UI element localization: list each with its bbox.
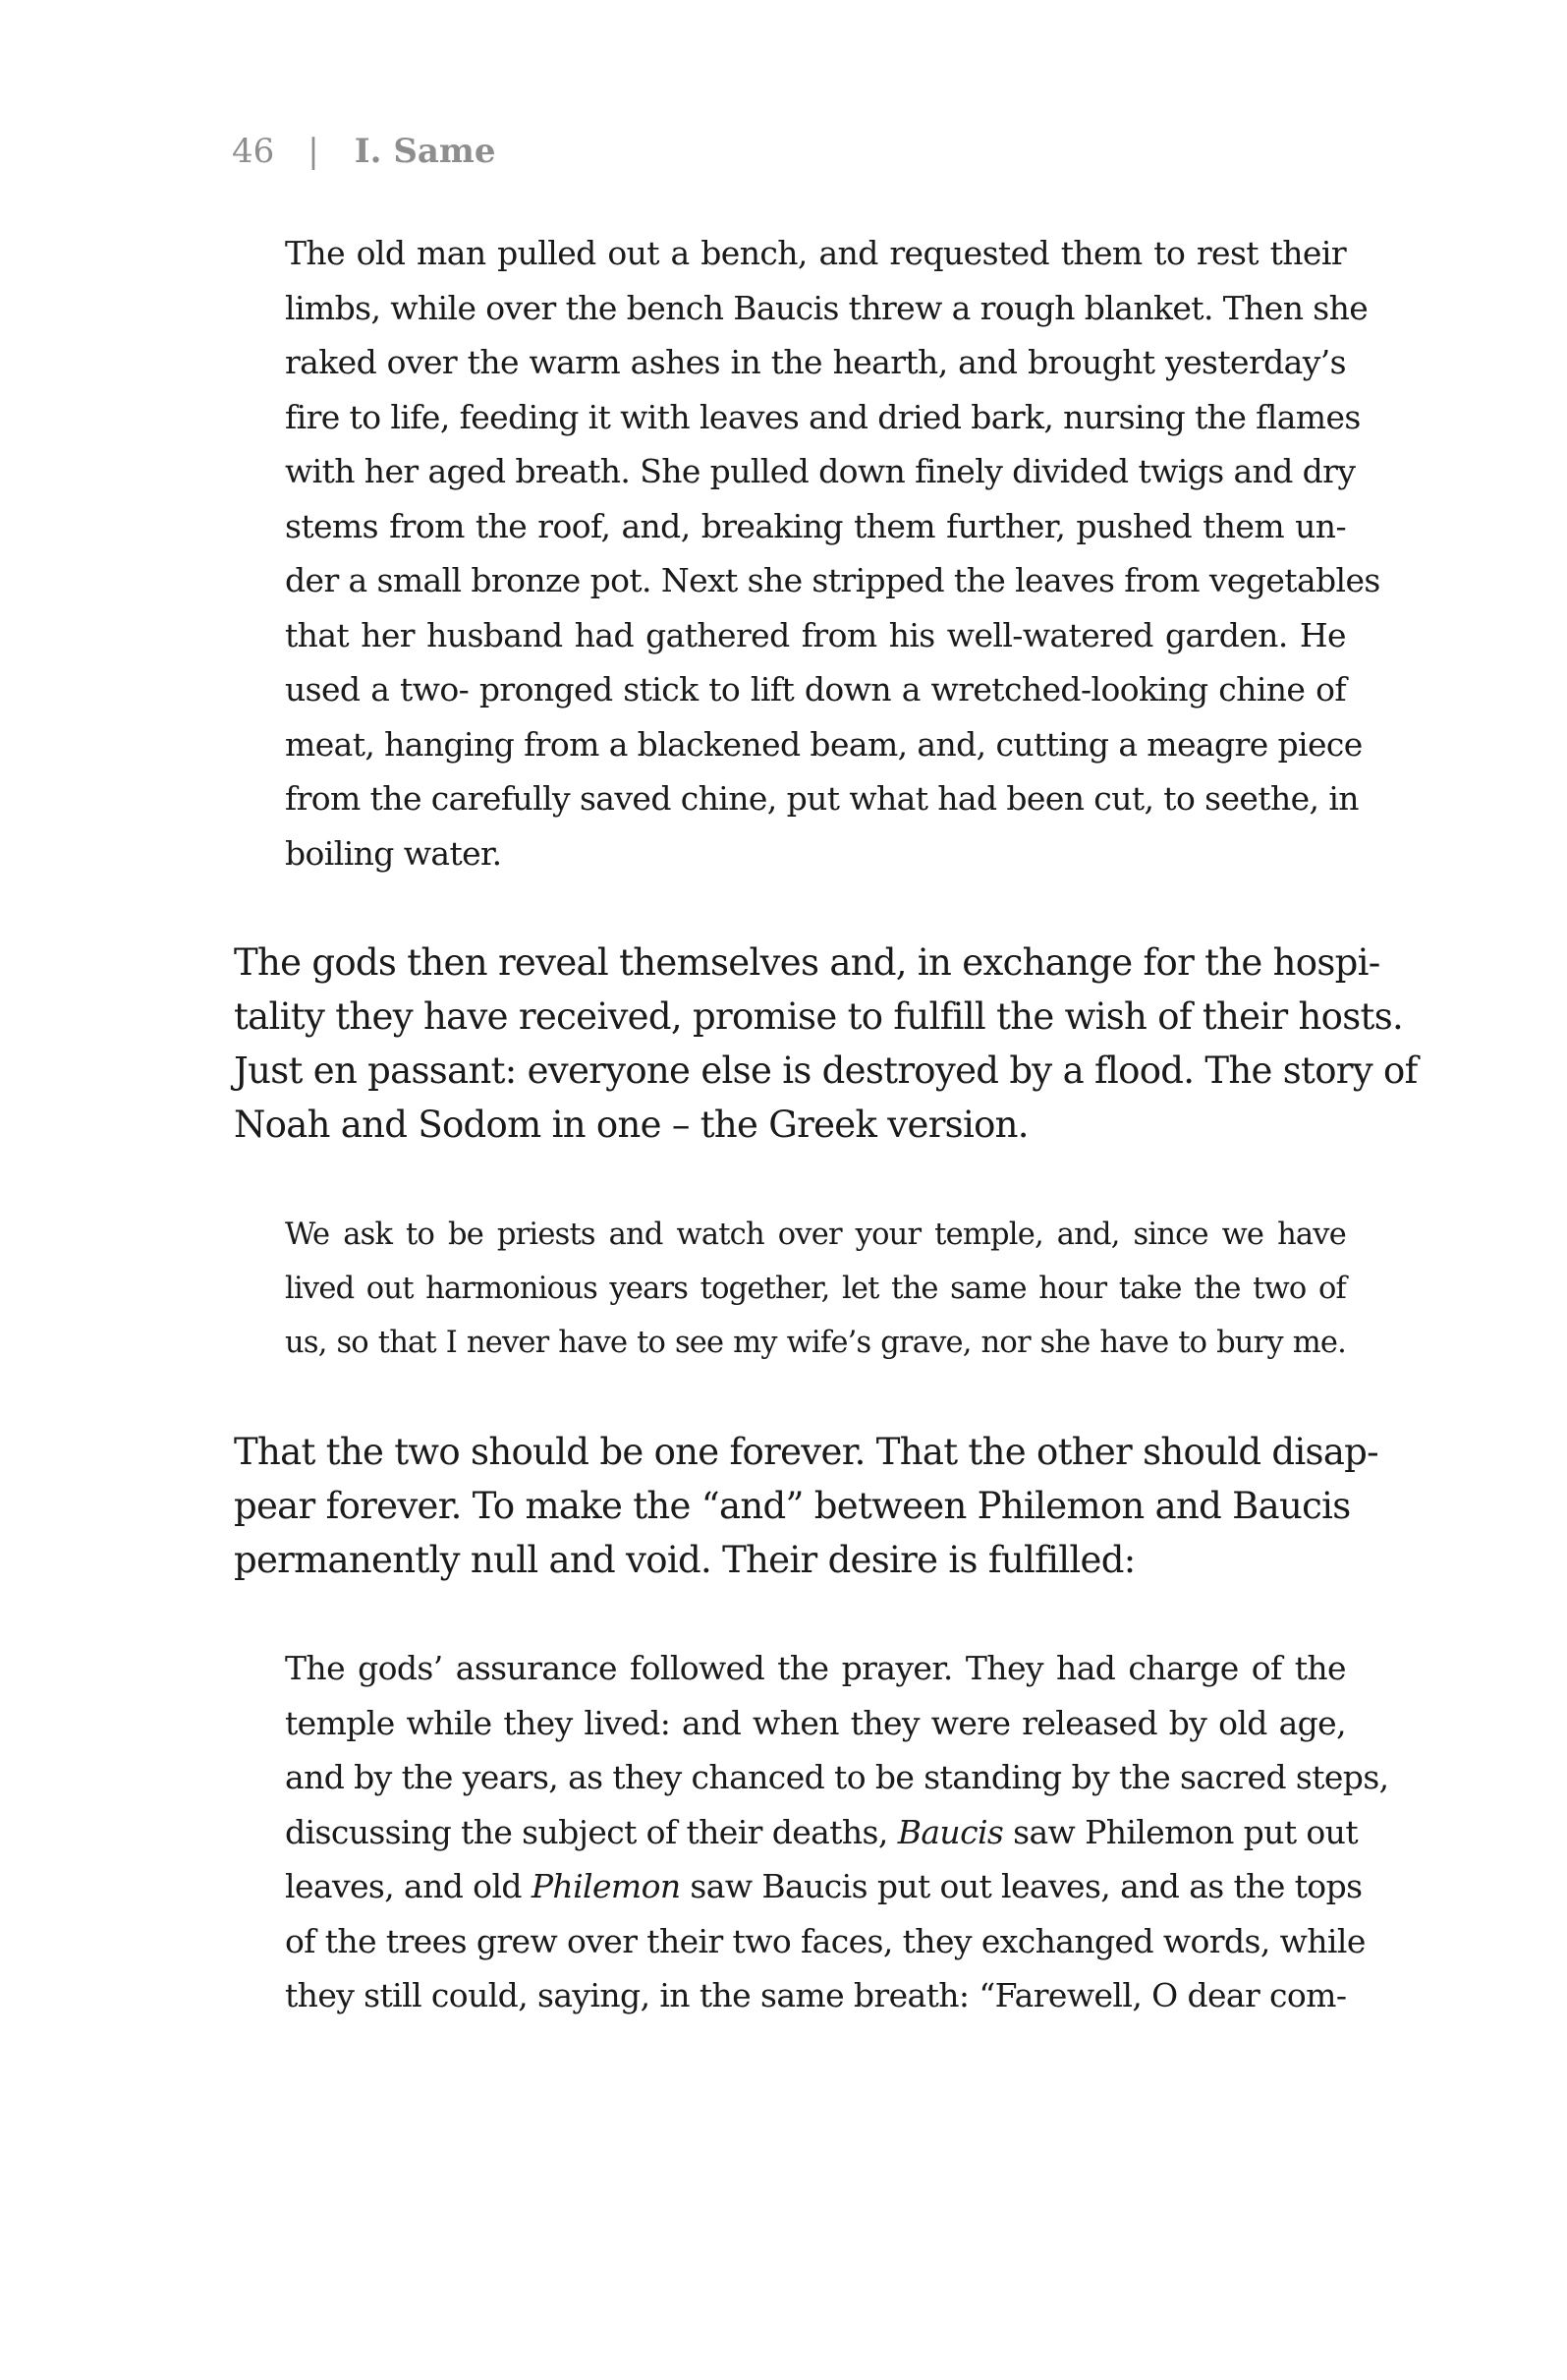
text-line: The old man pulled out a bench, and requested them to rest their (285, 234, 1346, 272)
text-line: pear forever. To make the “and” between Philemon and Baucis (234, 1485, 1351, 1527)
text-line: temple while they lived: and when they were released by old age, (285, 1703, 1346, 1742)
text-line: used a two- pronged stick to lift down a wretched-looking chine of (285, 670, 1346, 708)
body-paragraph-two-one (234, 1425, 1378, 1587)
text-line: The gods’ assurance followed the prayer. They had charge of the (285, 1649, 1346, 1687)
block-quote-wish (285, 1208, 1346, 1370)
text-line: fire to life, feeding it with leaves and dried bark, nursing the flames (285, 397, 1361, 436)
running-head (232, 132, 496, 171)
text-line: stems from the roof, and, breaking them further, pushed them un- (285, 506, 1346, 545)
chapter-title: I. Same (354, 132, 496, 171)
body-paragraph-gods-reveal (234, 935, 1418, 1152)
text-line: us, so that I never have to see my wife’s grave, nor she have to bury me. (285, 1326, 1346, 1360)
text-run: saw Baucis put out leaves, and as the tops (680, 1867, 1363, 1905)
italic-name-baucis: Baucis (897, 1812, 1004, 1851)
text-line: der a small bronze pot. Next she stripped the leaves from vegetables (285, 561, 1380, 599)
text-line (285, 1859, 1363, 1914)
page-number: 46 (232, 132, 275, 171)
text-line: lived out harmonious years together, let the same hour take the two of (285, 1272, 1346, 1306)
text-run: leaves, and old (285, 1867, 532, 1905)
text-line: The gods then reveal themselves and, in exchange for the hospi- (234, 941, 1380, 984)
text-line: limbs, while over the bench Baucis threw a rough blanket. Then she (285, 288, 1369, 327)
running-head-separator: | (308, 132, 319, 171)
text-run: discussing the subject of their deaths, (285, 1812, 898, 1851)
text-line: Noah and Sodom in one – the Greek version. (234, 1104, 1029, 1146)
text-line: Just en passant: everyone else is destroyed by a flood. The story of (234, 1049, 1418, 1092)
text-line: We ask to be priests and watch over your temple, and, since we have (285, 1218, 1346, 1252)
text-line: with her aged breath. She pulled down finely divided twigs and dry (285, 452, 1356, 490)
text-line: raked over the warm ashes in the hearth, and brought yesterday’s (285, 343, 1346, 381)
text-line: boiling water. (285, 833, 502, 873)
text-line: and by the years, as they chanced to be standing by the sacred steps, (285, 1758, 1389, 1796)
text-line: of the trees grew over their two faces, they exchanged words, while (285, 1921, 1366, 1960)
italic-name-philemon: Philemon (531, 1867, 681, 1905)
block-quote-ovid-preparation (285, 226, 1380, 880)
text-line: tality they have received, promise to fulfill the wish of their hosts. (234, 995, 1404, 1038)
text-line: that her husband had gathered from his well-watered garden. He (285, 615, 1346, 654)
text-line (285, 1805, 1358, 1860)
block-quote-transformation (285, 1641, 1389, 2023)
text-line: from the carefully saved chine, put what had been cut, to seethe, in (285, 779, 1359, 818)
text-run: saw Philemon put out (1003, 1812, 1358, 1851)
text-line: they still could, saying, in the same breath: “Farewell, O dear com- (285, 1976, 1347, 2014)
text-line: That the two should be one forever. That the other should disap- (234, 1431, 1378, 1473)
text-line: meat, hanging from a blackened beam, and, cutting a meagre piece (285, 724, 1363, 764)
text-line: permanently null and void. Their desire is fulfilled: (234, 1539, 1136, 1581)
